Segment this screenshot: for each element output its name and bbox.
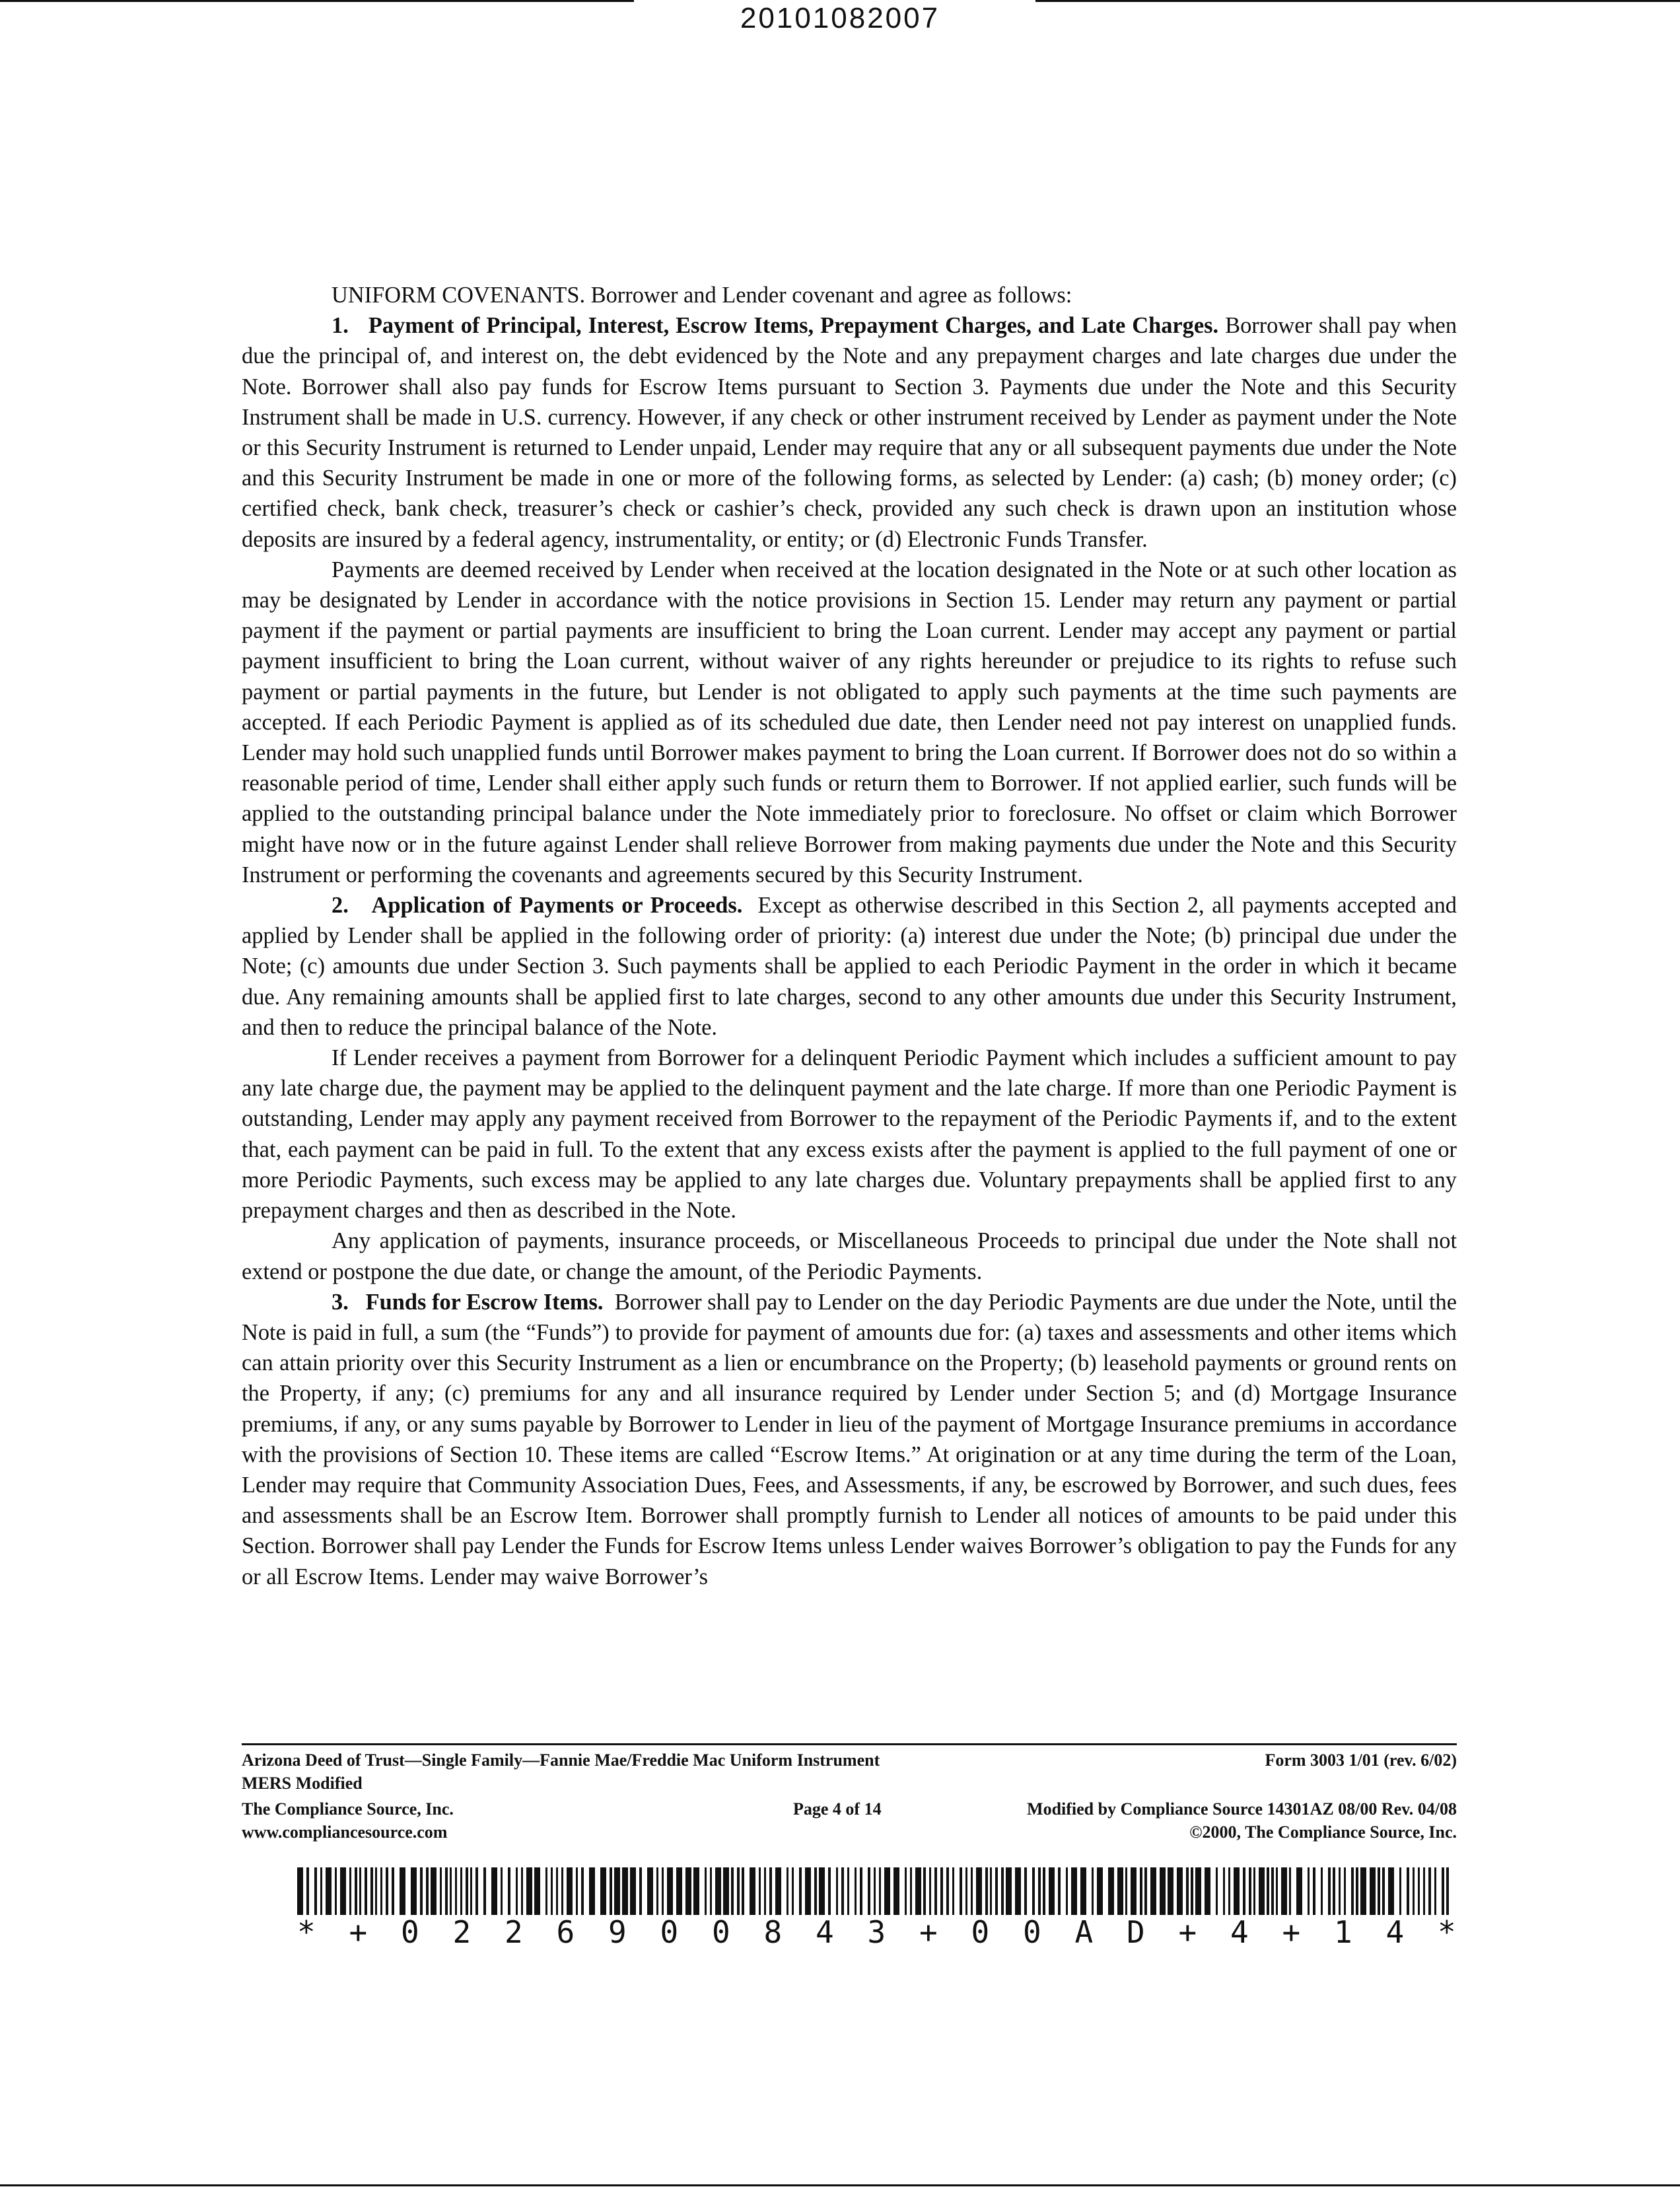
barcode-bar	[630, 1867, 636, 1915]
barcode-bar	[1271, 1867, 1274, 1915]
barcode-bar	[1140, 1867, 1142, 1915]
barcode-bar	[545, 1867, 547, 1915]
barcode-bar	[940, 1867, 943, 1915]
barcode-bar	[1356, 1867, 1358, 1915]
barcode-bar	[400, 1867, 405, 1915]
barcode-bar	[662, 1867, 664, 1915]
footer-rule	[242, 1743, 1457, 1745]
barcode-bar	[1296, 1867, 1302, 1915]
barcode-bar	[365, 1867, 367, 1915]
barcode-bar	[960, 1867, 962, 1915]
barcode-bar	[985, 1867, 988, 1915]
barcode-bar	[556, 1867, 558, 1915]
barcode-bar	[764, 1867, 766, 1915]
barcode-bar	[1423, 1867, 1425, 1915]
barcode-bar	[769, 1867, 772, 1915]
barcode-bar	[508, 1867, 510, 1915]
barcode-bar	[868, 1867, 870, 1915]
barcode-bar	[1399, 1867, 1401, 1915]
barcode-char: 4	[1385, 1914, 1405, 1950]
barcode-bar	[1328, 1867, 1331, 1915]
company-name: The Compliance Source, Inc.	[242, 1799, 454, 1819]
barcode-bar	[1382, 1867, 1385, 1915]
barcode-bar	[929, 1867, 931, 1915]
barcode-bar	[1032, 1867, 1035, 1915]
barcode-char: A	[1074, 1914, 1094, 1950]
barcode-bar	[799, 1867, 802, 1915]
section-2-number: 2.	[332, 893, 349, 919]
barcode-bar	[1428, 1867, 1431, 1915]
barcode-bar	[1131, 1867, 1137, 1915]
barcode-char: 9	[608, 1914, 627, 1950]
barcode-char: 4	[1230, 1914, 1249, 1950]
document-body	[242, 280, 1457, 1592]
barcode-bar	[455, 1867, 457, 1915]
barcode-bar	[1108, 1867, 1114, 1915]
barcode-bar	[1418, 1867, 1420, 1915]
barcode-bar	[491, 1867, 497, 1915]
barcode-bar	[990, 1867, 992, 1915]
barcode-bar	[1333, 1867, 1335, 1915]
barcode-char: 2	[452, 1914, 472, 1950]
barcode-bar	[1276, 1867, 1278, 1915]
barcode-bar	[1253, 1867, 1255, 1915]
section-2	[242, 890, 1457, 1043]
barcode-bar	[1434, 1867, 1436, 1915]
barcode-bar	[884, 1867, 890, 1915]
barcode-bar	[1228, 1867, 1230, 1915]
section-1-title: Payment of Principal, Interest, Escrow Items, Prepayment Charges, and Late Charges.	[368, 313, 1219, 339]
barcode-bar	[1378, 1867, 1380, 1915]
barcode-char: *	[297, 1914, 316, 1950]
barcode-bar	[1150, 1867, 1156, 1915]
barcode-bar	[534, 1867, 540, 1915]
barcode-bar	[656, 1867, 658, 1915]
barcode-bar	[1249, 1867, 1251, 1915]
barcode-bar	[460, 1867, 462, 1915]
barcode-bar	[306, 1867, 309, 1915]
barcode-bar	[828, 1867, 831, 1915]
barcode-bar	[1442, 1867, 1444, 1915]
barcode-bar	[667, 1867, 673, 1915]
section-1-text: Borrower shall pay when due the principal of, and interest on, the debt evidenced by the Note and any prepayment charges and late charges due under the Note. Borrower shall also pay funds for Escrow Items pursuant to Section 3. Payments due under the Note and this Security Instrument shall be made in U.S. currency. However, if any check or other instrument received by Lender as payment under the Note or this Security Instrument is returned to Lender unpaid, Lender may require that any or all subsequent payments due under the Note and this Security Instrument be made in one or more of the following forms, as selected by Lender: (a) cash; (b) money order; (c) certified check, bank check, treasurer’s check or cashier’s check, provided any such check is drawn upon an institution whose deposits are insured by a federal agency, instrumentality, or entity; or (d) Electronic Funds Transfer.	[242, 313, 1457, 552]
form-footer	[242, 1749, 1457, 1887]
barcode-bar	[380, 1867, 382, 1915]
barcode-bar	[841, 1867, 844, 1915]
barcode-bar	[750, 1867, 755, 1915]
barcode-bar	[759, 1867, 761, 1915]
barcode-char: +	[349, 1914, 368, 1950]
barcode-bar	[647, 1867, 653, 1915]
barcode-bar	[1177, 1867, 1183, 1915]
page-number: Page 4 of 14	[793, 1799, 882, 1819]
barcode-bar	[1289, 1867, 1291, 1915]
barcode-char: 1	[1334, 1914, 1352, 1950]
barcode-bar	[1205, 1867, 1210, 1915]
barcode-bar	[466, 1867, 468, 1915]
barcode-bar	[1066, 1867, 1068, 1915]
barcode-bar	[1223, 1867, 1225, 1915]
barcode-bar	[551, 1867, 553, 1915]
section-2-paragraph-3: Any application of payments, insurance proceeds, or Miscellaneous Proceeds to principal due under the Note shall not extend or postpone the due date, or change the amount, of the Periodic Payments.	[242, 1228, 1457, 1284]
barcode-char: 0	[401, 1914, 419, 1950]
form-number: Form 3003 1/01 (rev. 6/02)	[1265, 1751, 1457, 1770]
barcode-bar	[622, 1867, 628, 1915]
barcode-bar	[1049, 1867, 1055, 1915]
barcode-char: 0	[971, 1914, 990, 1950]
barcode-bar	[349, 1867, 351, 1915]
covenants-intro: UNIFORM COVENANTS. Borrower and Lender covenant and agree as follows:	[332, 283, 1072, 308]
barcode-bar	[1168, 1867, 1173, 1915]
barcode-bar	[723, 1867, 729, 1915]
barcode-bar	[1243, 1867, 1245, 1915]
barcode-bar	[445, 1867, 448, 1915]
barcode-bar	[893, 1867, 899, 1915]
barcode-bar	[1125, 1867, 1127, 1915]
barcode-bar	[426, 1867, 429, 1915]
barcode-bar	[639, 1867, 642, 1915]
barcode-bar	[1097, 1867, 1103, 1915]
barcode-bar	[705, 1867, 707, 1915]
barcode-bar	[1038, 1867, 1041, 1915]
barcode-bar	[1339, 1867, 1341, 1915]
barcode-char: 8	[763, 1914, 783, 1950]
barcode	[297, 1867, 1456, 1915]
barcode-bar	[1144, 1867, 1147, 1915]
barcode-bar	[1370, 1867, 1376, 1915]
barcode-bar	[1281, 1867, 1287, 1915]
modified-note: Modified by Compliance Source 14301AZ 08/00 Rev. 04/08	[1027, 1799, 1457, 1819]
barcode-bar	[610, 1867, 612, 1915]
section-2-paragraph-2: If Lender receives a payment from Borrower for a delinquent Periodic Payment which includes a sufficient amount to pay any late charge due, the payment may be applied to the delinquent payment and the late charge. If more than one Periodic Payment is outstanding, Lender may apply any payment received from Borrower to the repayment of the Periodic Payments if, and to the extent that, each payment can be paid in full. To the extent that any excess exists after the payment is applied to the full payment of one or more Periodic Payments, such excess may be applied to any late charges due. Voluntary prepayments shall be applied first to any prepayment charges and then as described in the Note.	[242, 1045, 1457, 1224]
barcode-bar	[392, 1867, 394, 1915]
barcode-bar	[814, 1867, 817, 1915]
barcode-bar	[297, 1867, 303, 1915]
barcode-bar	[1160, 1867, 1166, 1915]
barcode-bar	[450, 1867, 452, 1915]
barcode-bar	[1259, 1867, 1265, 1915]
barcode-char: 2	[505, 1914, 523, 1950]
barcode-char: 0	[660, 1914, 679, 1950]
barcode-char: +	[1282, 1914, 1301, 1950]
barcode-bar	[847, 1867, 849, 1915]
section-1-paragraph-2: Payments are deemed received by Lender when received at the location designated in the Note or at such other location as may be designated by Lender in accordance with the notice provisions in Section 15. Lender may return any payment or partial payment if the payment or partial payments are insufficient to bring the Loan current. Lender may accept any payment or partial payment insufficient to bring the Loan current, without waiver of any rights hereunder or prejudice to its rights to refuse such payment or partial payments in the future, but Lender is not obligated to apply such payments at the time such payments are accepted. If each Periodic Payment is applied as of its scheduled due date, then Lender need not pay interest on unapplied funds. Lender may hold such unapplied funds until Borrower makes payment to bring the Loan current. If Borrower does not do so within a reasonable period of time, Lender shall either apply such funds or return them to Borrower. If not applied earlier, such funds will be applied to the outstanding principal balance under the Note immediately prior to foreclosure. No offset or claim which Borrower might have now or in the future against Lender shall relieve Borrower from making payments due under the Note and this Security Instrument or performing the covenants and agreements secured by this Security Instrument.	[242, 557, 1457, 887]
barcode-char: D	[1127, 1914, 1145, 1950]
barcode-char: 0	[1023, 1914, 1041, 1950]
barcode-bar	[819, 1867, 825, 1915]
form-title: Arizona Deed of Trust—Single Family—Fannie Mae/Freddie Mac Uniform Instrument	[242, 1751, 880, 1770]
section-3-number: 3.	[332, 1289, 349, 1315]
bottom-rule	[0, 2184, 1680, 2186]
barcode-bar	[440, 1867, 442, 1915]
barcode-bar	[1058, 1867, 1061, 1915]
barcode-bar	[1267, 1867, 1269, 1915]
barcode-bar	[614, 1867, 620, 1915]
copyright: ©2000, The Compliance Source, Inc.	[1189, 1822, 1457, 1842]
barcode-bar	[1344, 1867, 1346, 1915]
barcode-bar	[326, 1867, 332, 1915]
barcode-bar	[855, 1867, 857, 1915]
barcode-bar	[742, 1867, 744, 1915]
barcode-bar	[1071, 1867, 1077, 1915]
barcode-bar	[731, 1867, 734, 1915]
barcode-bar	[1001, 1867, 1004, 1915]
barcode-bar	[934, 1867, 937, 1915]
barcode-bar	[836, 1867, 838, 1915]
section-1	[242, 310, 1457, 555]
barcode-bar	[787, 1867, 788, 1915]
section-3-text: Borrower shall pay to Lender on the day Periodic Payments are due under the Note, until the Note is paid in full, a sum (the “Funds”) to provide for payment of amounts due for: (a) taxes and assessments and other items which can attain priority over this Security Instrument as a lien or encumbrance on the Property; (b) leasehold payments or ground rents on the Property, if any; (c) premiums for any and all insurance required by Lender under Section 5; and (d) Mortgage Insurance premiums, if any, or any sums payable by Borrower to Lender in lieu of the payment of Mortgage Insurance premiums in accordance with the provisions of Section 10. These items are called “Escrow Items.” At origination or at any time during the term of the Loan, Lender may require that Community Association Dues, Fees, and Assessments, if any, be escrowed by Borrower, and such dues, fees and assessments shall be an Escrow Item. Borrower shall promptly furnish to Lender all notices of amounts to be paid under this Section. Borrower shall pay Lender the Funds for Escrow Items unless Lender waives Borrower’s obligation to pay the Funds for any or all Escrow Items. Lender may waive Borrower’s	[242, 1289, 1457, 1589]
barcode-bar	[923, 1867, 926, 1915]
barcode-bar	[915, 1867, 921, 1915]
barcode-bar	[874, 1867, 876, 1915]
barcode-bar	[1092, 1867, 1094, 1915]
barcode-bar	[905, 1867, 907, 1915]
barcode-bar	[370, 1867, 373, 1915]
barcode-bar	[470, 1867, 472, 1915]
barcode-bar	[965, 1867, 967, 1915]
barcode-bar	[1234, 1867, 1240, 1915]
barcode-bar	[775, 1867, 781, 1915]
barcode-bar	[1216, 1867, 1218, 1915]
barcode-bar	[737, 1867, 740, 1915]
barcode-bar	[420, 1867, 423, 1915]
barcode-char: +	[1178, 1914, 1197, 1950]
recording-number: 20101082007	[740, 2, 940, 34]
barcode-bar	[792, 1867, 794, 1915]
barcode-bar	[589, 1867, 595, 1915]
barcode-bar	[710, 1867, 712, 1915]
section-2-text: Except as otherwise described in this Section 2, all payments accepted and applied by Lender shall be applied in the following order of priority: (a) interest due under the Note; (b) principal due under the Note; (c) amounts due under Section 3. Such payments shall be applied to each Periodic Payment in the order in which it became due. Any remaining amounts shall be applied first to late charges, second to any other amounts due under this Security Instrument, and then to reduce the principal balance of the Note.	[242, 893, 1457, 1040]
barcode-char: 3	[867, 1914, 886, 1950]
barcode-bar	[521, 1867, 523, 1915]
barcode-bar	[995, 1867, 998, 1915]
section-3	[242, 1287, 1457, 1592]
barcode-char: 0	[712, 1914, 730, 1950]
barcode-char: *	[1438, 1914, 1456, 1950]
barcode-bar	[1080, 1867, 1086, 1915]
barcode-bar	[805, 1867, 811, 1915]
barcode-bar	[1024, 1867, 1027, 1915]
barcode-bar	[475, 1867, 478, 1915]
section-3-title: Funds for Escrow Items.	[365, 1289, 604, 1315]
barcode-bar	[693, 1867, 699, 1915]
barcode-bar	[581, 1867, 584, 1915]
barcode-bar	[1407, 1867, 1409, 1915]
barcode-bar	[483, 1867, 486, 1915]
company-website: www.compliancesource.com	[242, 1822, 448, 1842]
barcode-bar	[860, 1867, 862, 1915]
barcode-bar	[1360, 1867, 1366, 1915]
section-1-number: 1.	[332, 313, 349, 339]
barcode-bar	[971, 1867, 973, 1915]
barcode-bar	[1351, 1867, 1354, 1915]
barcode-bar	[676, 1867, 682, 1915]
barcode-bar	[879, 1867, 881, 1915]
barcode-bar	[561, 1867, 563, 1915]
barcode-char: +	[919, 1914, 938, 1950]
barcode-bar	[314, 1867, 317, 1915]
barcode-bar	[946, 1867, 949, 1915]
barcode-bar	[1043, 1867, 1045, 1915]
barcode-bar	[685, 1867, 691, 1915]
barcode-bar	[411, 1867, 417, 1915]
barcode-bar	[976, 1867, 982, 1915]
barcode-bar	[1186, 1867, 1189, 1915]
barcode-bar	[1195, 1867, 1201, 1915]
barcode-bar	[1015, 1867, 1021, 1915]
section-2-title: Application of Payments or Proceeds.	[371, 893, 743, 919]
barcode-bar	[320, 1867, 322, 1915]
barcode-bar	[1413, 1867, 1415, 1915]
barcode-bar	[386, 1867, 388, 1915]
barcode-bar	[1446, 1867, 1449, 1915]
barcode-char: 4	[816, 1914, 834, 1950]
barcode-bar	[1117, 1867, 1123, 1915]
barcode-bar	[526, 1867, 532, 1915]
barcode-text	[297, 1914, 1456, 1951]
barcode-bar	[1321, 1867, 1323, 1915]
barcode-bar	[355, 1867, 357, 1915]
barcode-bar	[335, 1867, 337, 1915]
barcode-bar	[1313, 1867, 1315, 1915]
barcode-bar	[359, 1867, 361, 1915]
barcode-bar	[501, 1867, 503, 1915]
barcode-bar	[1308, 1867, 1310, 1915]
barcode-bar	[600, 1867, 606, 1915]
barcode-bar	[715, 1867, 721, 1915]
barcode-bar	[431, 1867, 437, 1915]
barcode-bar	[567, 1867, 573, 1915]
barcode-bar	[375, 1867, 377, 1915]
barcode-char: 6	[556, 1914, 575, 1950]
barcode-bar	[516, 1867, 518, 1915]
barcode-bar	[1388, 1867, 1394, 1915]
barcode-bar	[340, 1867, 346, 1915]
barcode-bar	[910, 1867, 912, 1915]
barcode-bar	[1191, 1867, 1193, 1915]
mers-modified: MERS Modified	[242, 1774, 363, 1793]
barcode-bar	[576, 1867, 578, 1915]
barcode-bar	[1006, 1867, 1012, 1915]
barcode-bar	[952, 1867, 954, 1915]
